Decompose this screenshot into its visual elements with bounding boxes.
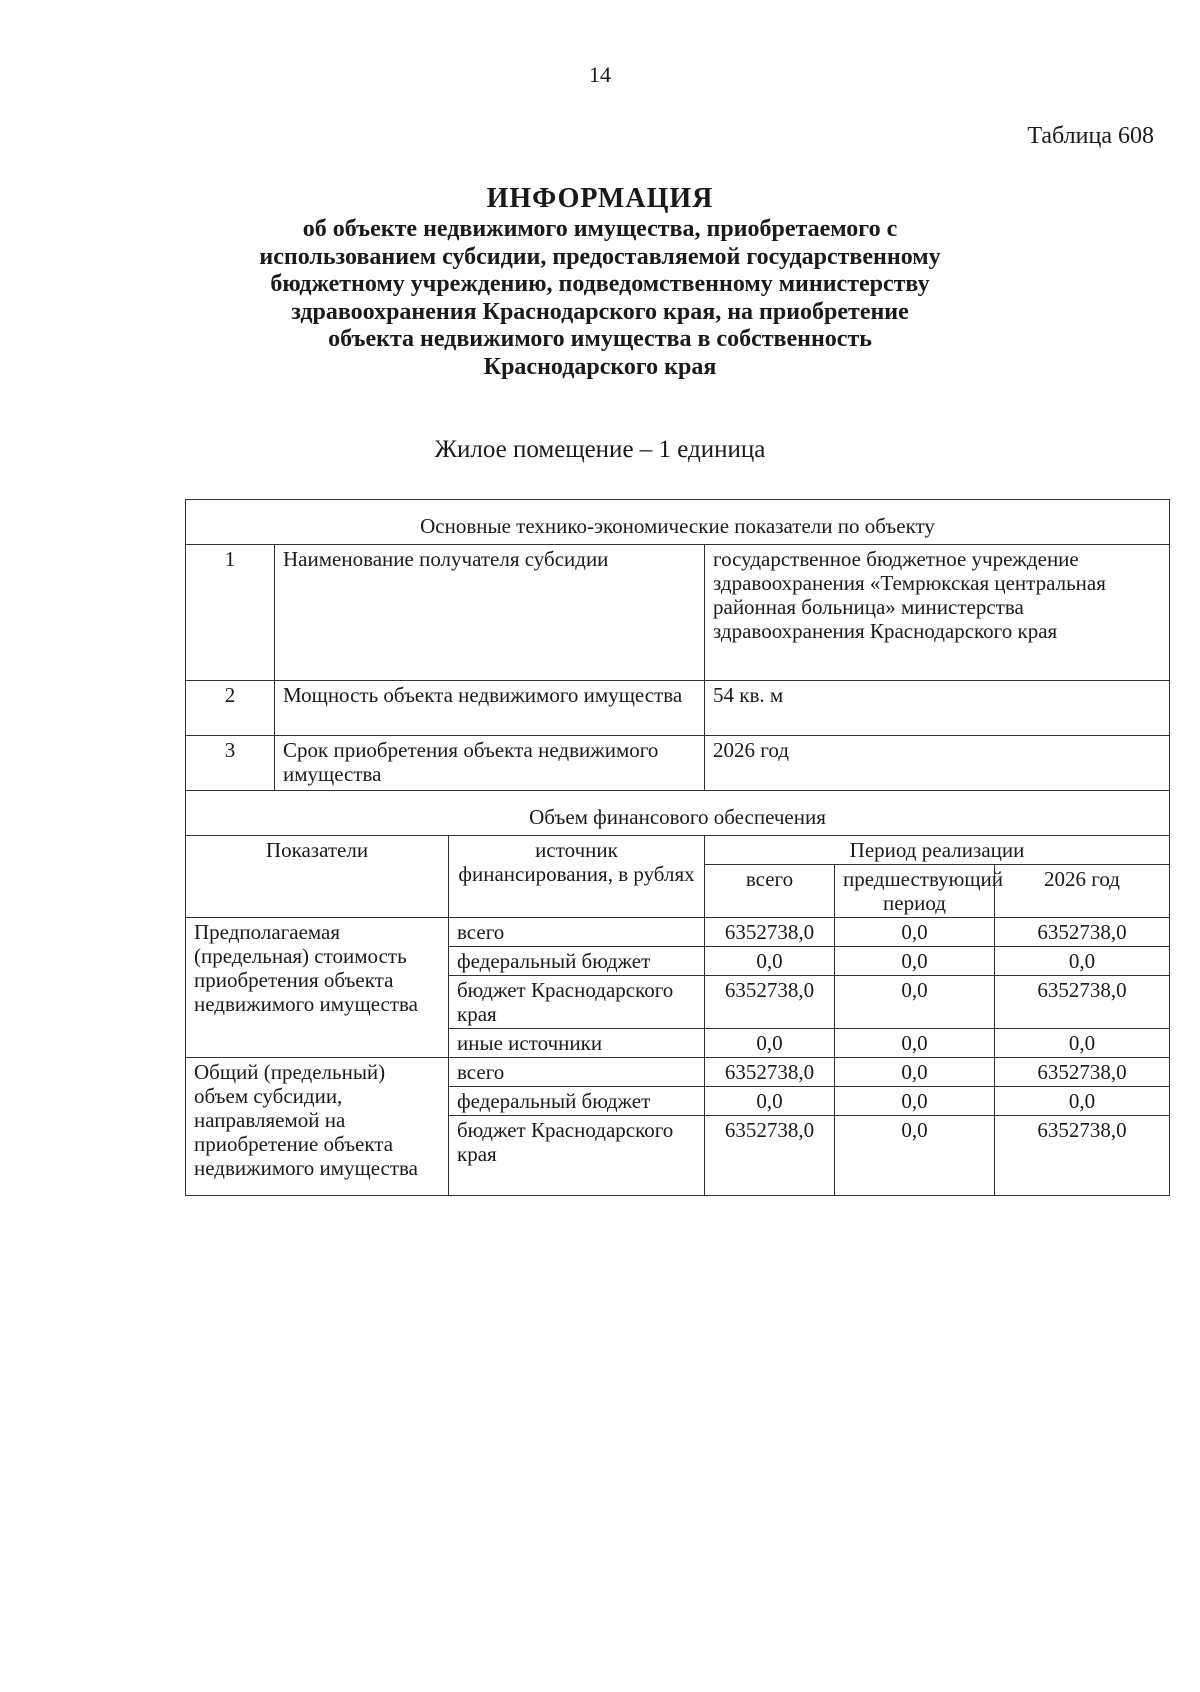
- group-label: Общий (предельный) объем субсидии, направляемой на приобретение объекта недвижимого имущества: [186, 1058, 449, 1196]
- source-cell: иные источники: [449, 1029, 705, 1058]
- section-title-technical: Основные технико-экономические показатели по объекту: [186, 500, 1170, 545]
- year-cell: 0,0: [995, 1029, 1170, 1058]
- row-value: государственное бюджетное учреждение здравоохранения «Темрюкская центральная районная больница» министерства здравоохранения Краснодарского края: [705, 545, 1170, 681]
- previous-cell: 0,0: [835, 1029, 995, 1058]
- row-label: Мощность объекта недвижимого имущества: [275, 681, 705, 736]
- table-header-row: [186, 836, 1170, 865]
- table-row: [186, 681, 1170, 736]
- source-cell: всего: [449, 1058, 705, 1087]
- heading-line: здравоохранения Краснодарского края, на приобретение: [291, 298, 909, 325]
- previous-cell: 0,0: [835, 976, 995, 1029]
- row-label: Срок приобретения объекта недвижимого имущества: [275, 736, 705, 791]
- total-cell: 6352738,0: [705, 976, 835, 1029]
- heading-line: объекта недвижимого имущества в собственность: [328, 326, 872, 352]
- header-year: 2026 год: [995, 865, 1170, 918]
- object-unit-line: Жилое помещение – 1 единица: [434, 436, 766, 463]
- source-cell: бюджет Краснодарского края: [449, 976, 705, 1029]
- header-total: всего: [705, 865, 835, 918]
- section-header-row: [186, 500, 1170, 545]
- year-cell: 6352738,0: [995, 976, 1170, 1029]
- heading-line: Краснодарского края: [483, 353, 717, 380]
- year-cell: 0,0: [995, 947, 1170, 976]
- total-cell: 6352738,0: [705, 918, 835, 947]
- total-cell: 0,0: [705, 1029, 835, 1058]
- year-cell: 6352738,0: [995, 918, 1170, 947]
- header-period: Период реализации: [705, 836, 1170, 865]
- source-cell: бюджет Краснодарского края: [449, 1116, 705, 1196]
- previous-cell: 0,0: [835, 1058, 995, 1087]
- year-cell: 0,0: [995, 1087, 1170, 1116]
- source-cell: всего: [449, 918, 705, 947]
- heading-line: об объекте недвижимого имущества, приобретаемого с: [302, 216, 898, 242]
- table-label: Таблица 608: [1027, 123, 1154, 149]
- heading-line: бюджетному учреждению, подведомственному министерству: [270, 271, 930, 297]
- previous-cell: 0,0: [835, 1116, 995, 1196]
- year-cell: 6352738,0: [995, 1116, 1170, 1196]
- table-row: [186, 736, 1170, 791]
- group-label: Предполагаемая (предельная) стоимость приобретения объекта недвижимого имущества: [186, 918, 449, 1058]
- table-row: [186, 545, 1170, 681]
- page-number: 14: [589, 62, 611, 87]
- table-row: [186, 1058, 1170, 1087]
- header-source: источник финансирования, в рублях: [449, 836, 705, 918]
- total-cell: 0,0: [705, 947, 835, 976]
- total-cell: 0,0: [705, 1087, 835, 1116]
- heading-title: ИНФОРМАЦИЯ: [486, 183, 714, 214]
- total-cell: 6352738,0: [705, 1058, 835, 1087]
- year-cell: 6352738,0: [995, 1058, 1170, 1087]
- source-cell: федеральный бюджет: [449, 1087, 705, 1116]
- row-number: 3: [186, 736, 275, 791]
- row-value: 2026 год: [705, 736, 1170, 791]
- row-label: Наименование получателя субсидии: [275, 545, 705, 681]
- row-value: 54 кв. м: [705, 681, 1170, 736]
- document-heading: [0, 182, 1200, 381]
- object-info-table: [185, 499, 1170, 1196]
- heading-line: использованием субсидии, предоставляемой государственному: [259, 243, 941, 270]
- table-row: [186, 918, 1170, 947]
- total-cell: 6352738,0: [705, 1116, 835, 1196]
- row-number: 1: [186, 545, 275, 681]
- source-cell: федеральный бюджет: [449, 947, 705, 976]
- section-header-row: [186, 791, 1170, 836]
- previous-cell: 0,0: [835, 1087, 995, 1116]
- previous-cell: 0,0: [835, 947, 995, 976]
- previous-cell: 0,0: [835, 918, 995, 947]
- header-indicators: Показатели: [186, 836, 449, 918]
- row-number: 2: [186, 681, 275, 736]
- section-title-financing: Объем финансового обеспечения: [186, 791, 1170, 836]
- header-previous: предшествующий период: [835, 865, 995, 918]
